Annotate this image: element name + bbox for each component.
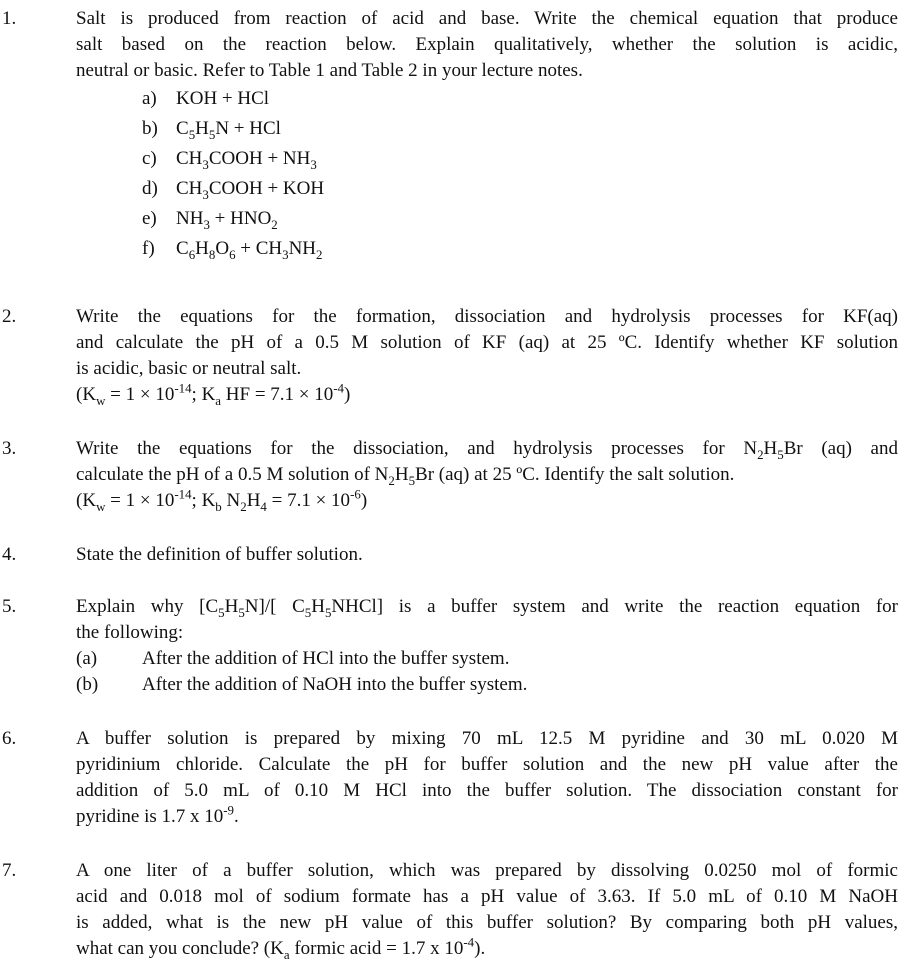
- question-number: 7.: [2, 860, 17, 881]
- question-body: [76, 594, 898, 698]
- question-number: 4.: [2, 544, 17, 565]
- sub-item-text: After the addition of HCl into the buffer system.: [142, 648, 510, 669]
- question-body: [76, 6, 898, 264]
- question-text-line: salt based on the reaction below. Explain qualitatively, whether the solution is acidic,: [76, 34, 898, 55]
- question-text-line: pyridinium chloride. Calculate the pH for buffer solution and the new pH value after the: [76, 754, 898, 775]
- question-number: 1.: [2, 8, 17, 29]
- reaction-item: [76, 114, 898, 144]
- question-text-line: Explain why $[C_5H_5N]/$[ $C_5H_5NHCl$] is a buffer system and write the reaction equation for: [76, 596, 899, 620]
- question-body: [76, 542, 898, 568]
- question-text-line: addition of 5.0 mL of 0.10 M HCl into the buffer solution. The dissociation constant for: [76, 780, 898, 801]
- reaction-label: d): [142, 178, 158, 199]
- reaction-list: [76, 84, 898, 264]
- reaction-formula: KOH + HCl: [176, 88, 270, 109]
- question-body: [76, 858, 898, 962]
- reaction-formula: $NH_3 + HNO_2$: [176, 208, 278, 232]
- sub-item-text: After the addition of NaOH into the buffer system.: [142, 674, 528, 695]
- reaction-formula: $CH_3COOH$ + KOH: [176, 178, 325, 202]
- question-text-line: neutral or basic. Refer to Table 1 and Table 2 in your lecture notes.: [76, 60, 583, 81]
- reaction-label: c): [142, 148, 157, 169]
- question-text-line: the following:: [76, 622, 184, 643]
- reaction-label: a): [142, 88, 157, 109]
- reaction-formula: $C_6H_8O_6 + CH_3NH_2$: [176, 238, 323, 262]
- sub-item-label: (b): [76, 674, 99, 695]
- reaction-label: b): [142, 118, 158, 139]
- sub-item-label: (a): [76, 648, 98, 669]
- question-body: [76, 436, 898, 514]
- reaction-item: [76, 174, 898, 204]
- question-text-line: pyridine is 1.7 x $10^{-9}$.: [76, 802, 239, 827]
- question-text-line: and calculate the pH of a 0.5 M solution of KF (aq) at 25 ºC. Identify whether KF solution: [76, 332, 898, 353]
- question-number: 6.: [2, 728, 17, 749]
- reaction-label: f): [142, 238, 155, 259]
- constants-line: ($K_w = 1 \times 10^{-14}$; $K_a$ HF = $7.1 \times 10^{-4}$): [76, 380, 351, 408]
- question-text-line: Write the equations for the formation, dissociation and hydrolysis processes for KF(aq): [76, 306, 898, 327]
- reaction-item: [76, 234, 898, 264]
- question-body: [76, 726, 898, 830]
- reaction-item: [76, 84, 898, 114]
- question-number: 5.: [2, 596, 17, 617]
- reaction-formula: $CH_3COOH + NH_3$: [176, 148, 317, 172]
- question-body: [76, 304, 898, 408]
- question-text-line: State the definition of buffer solution.: [76, 544, 363, 565]
- question-text-line: Salt is produced from reaction of acid and base. Write the chemical equation that produce: [76, 8, 898, 29]
- reaction-label: e): [142, 208, 157, 229]
- question-text-line: is acidic, basic or neutral salt.: [76, 358, 302, 379]
- question-text-line: is added, what is the new pH value of this buffer solution? By comparing both pH values,: [76, 912, 898, 933]
- question-text-line: what can you conclude? ($K_a$ formic acid = 1.7 x $10^{-4}$).: [76, 934, 486, 962]
- question-text-line: calculate the pH of a 0.5 M solution of $N_2H_5Br$ (aq) at 25 ºC. Identify the salt solution.: [76, 464, 735, 488]
- question-text-line: A buffer solution is prepared by mixing 70 mL 12.5 M pyridine and 30 mL 0.020 M: [76, 728, 898, 749]
- question-number: 3.: [2, 438, 17, 459]
- question-text-line: Write the equations for the dissociation, and hydrolysis processes for $N_2H_5Br$ (aq) and: [76, 438, 898, 462]
- question-text-line: A one liter of a buffer solution, which was prepared by dissolving 0.0250 mol of formic: [76, 860, 898, 881]
- sub-item: [76, 646, 898, 672]
- reaction-item: [76, 204, 898, 234]
- question-text-line: acid and 0.018 mol of sodium formate has a pH value of 3.63. If 5.0 mL of 0.10 M NaOH: [76, 886, 898, 907]
- sub-item: [76, 672, 898, 698]
- reaction-formula: $C_5H_5N$ + HCl: [176, 118, 281, 142]
- question-number: 2.: [2, 306, 17, 327]
- reaction-item: [76, 144, 898, 174]
- constants-line: ($K_w = 1 \times 10^{-14}$; $K_b$ $N_2H_4 = 7.1 \times 10^{-6}$): [76, 486, 368, 514]
